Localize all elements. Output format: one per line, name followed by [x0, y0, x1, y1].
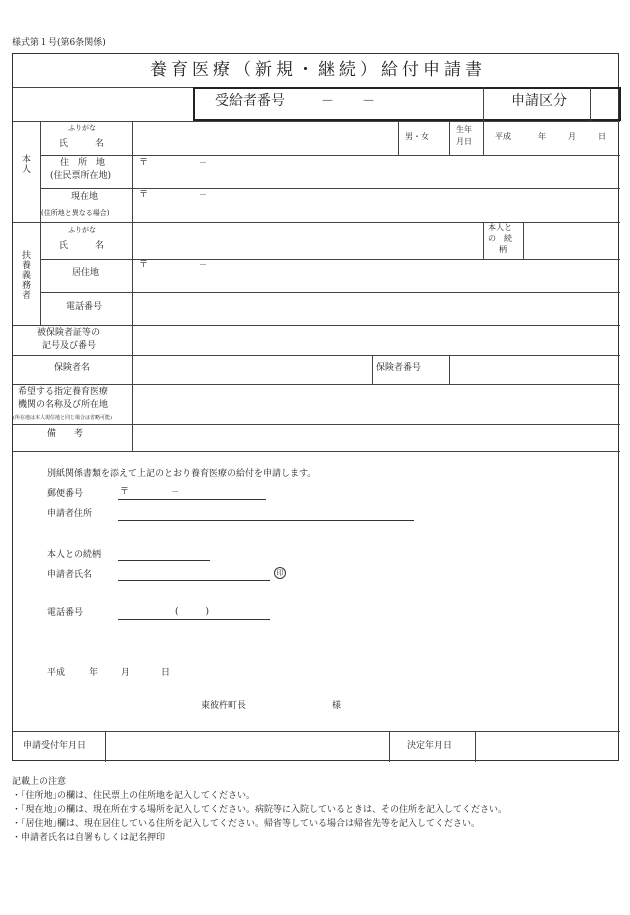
date-year-unit: 年: [89, 668, 99, 678]
insurer-number-field[interactable]: [449, 356, 618, 382]
postal-mark: 〒: [120, 487, 130, 497]
date-month-unit: 月: [121, 668, 131, 678]
applicant-address-field[interactable]: [133, 156, 618, 186]
name-label: 氏 名: [59, 139, 105, 149]
guardian-relation-field[interactable]: [524, 223, 618, 257]
insurer-name-label: 保険者名: [54, 363, 91, 373]
applicant-address-label: 申請者住所: [47, 509, 93, 519]
remarks-field[interactable]: [133, 425, 618, 449]
remarks-label: 備 考: [47, 429, 84, 439]
relation-label: の 続: [488, 234, 512, 243]
guardian-residence-field[interactable]: [133, 260, 618, 291]
birth-era: 平成: [495, 132, 511, 141]
recipient-number-label: 受給者番号: [215, 93, 285, 109]
postal-dash: －: [171, 487, 179, 496]
date-era: 平成: [47, 668, 66, 678]
application-category-label: 申請区分: [511, 93, 567, 109]
notes-title: 記載上の注意: [12, 777, 67, 787]
note-item: ・｢住所地｣の欄は、住民票上の住所地を記入してください。: [12, 791, 256, 801]
phone-parentheses: ( ): [175, 607, 210, 617]
current-location-label: 現在地: [71, 192, 99, 202]
furigana-label: ふりがな: [68, 124, 96, 132]
birth-month-unit: 月: [568, 132, 576, 141]
current-location-sublabel: (住所地と異なる場合): [41, 209, 110, 217]
applicant-current-location-field[interactable]: [133, 189, 618, 220]
addressee: 東彼杵町長: [201, 701, 247, 711]
recipient-dash: －: [362, 94, 376, 109]
postal-mark: 〒: [139, 190, 149, 200]
postal-dash: －: [199, 158, 207, 167]
recipient-dash: －: [321, 94, 335, 109]
decision-date-field[interactable]: [476, 733, 618, 759]
form-title: 養育医療（新規・継続）給付申請書: [150, 60, 486, 80]
applicant-phone-line[interactable]: [118, 619, 270, 620]
birthdate-label: 月日: [456, 137, 472, 146]
guardian-phone-field[interactable]: [133, 293, 618, 323]
guardian-name-field[interactable]: [133, 223, 481, 257]
applicant-name-label: 申請者氏名: [47, 570, 93, 580]
postal-mark: 〒: [139, 158, 149, 168]
postal-dash: －: [199, 190, 207, 199]
application-category-field[interactable]: [591, 88, 617, 118]
applicant-phone-label: 電話番号: [47, 608, 84, 618]
address-sublabel: (住民票所在地): [50, 171, 112, 181]
relation-to-child-label: 本人との続柄: [47, 550, 102, 560]
honorific: 様: [332, 701, 342, 711]
birth-day-unit: 日: [598, 132, 606, 141]
birthdate-label: 生年: [456, 125, 472, 134]
applicant-name-field[interactable]: [133, 122, 395, 154]
applicant-name-line[interactable]: [118, 580, 270, 581]
decision-date-label: 決定年月日: [407, 741, 453, 751]
name-label: 氏 名: [59, 241, 105, 251]
birth-year-unit: 年: [538, 132, 546, 141]
insurance-card-label: 記号及び番号: [42, 341, 97, 351]
postal-mark: 〒: [139, 260, 149, 270]
date-day-unit: 日: [161, 668, 171, 678]
postal-code-line[interactable]: [118, 499, 266, 500]
phone-label: 電話番号: [66, 302, 103, 312]
group-label-applicant: 本人: [20, 154, 30, 174]
relation-label: 柄: [499, 245, 507, 254]
relation-label: 本人と: [488, 223, 512, 232]
note-item: ・｢現在地｣の欄は、現在所在する場所を記入してください。病院等に入院しているときは、その住所を記入してください。: [12, 805, 508, 815]
seal-mark: 印: [274, 567, 286, 579]
residence-label: 居住地: [72, 268, 100, 278]
sex-choice[interactable]: 男・女: [405, 132, 429, 141]
address-label: 住 所 地: [60, 158, 106, 168]
received-date-label: 申請受付年月日: [23, 741, 87, 751]
insurance-card-field[interactable]: [133, 326, 618, 354]
declaration-text: 別紙関係書類を添えて上記のとおり養育医療の給付を申請します。: [47, 469, 317, 479]
insurer-number-label: 保険者番号: [376, 363, 422, 373]
group-label-guardian: 扶養義務者: [20, 250, 30, 300]
insurance-card-label: 被保険者証等の: [37, 328, 101, 338]
received-date-field[interactable]: [106, 733, 386, 759]
relation-to-child-line[interactable]: [118, 560, 210, 561]
postal-dash: －: [199, 260, 207, 269]
postal-code-label: 郵便番号: [47, 489, 84, 499]
furigana-label: ふりがな: [68, 226, 96, 234]
hospital-label: 機関の名称及び所在地: [18, 400, 109, 410]
applicant-address-line[interactable]: [118, 520, 414, 521]
note-item: ・｢居住地｣欄は、現在居住している住所を記入してください。帰省等している場合は帰省先等を記入してください。: [12, 819, 481, 829]
note-item: ・申請者氏名は自署もしくは記名押印: [12, 833, 166, 843]
hospital-label: 希望する指定養育医療: [18, 387, 109, 397]
recipient-number-field[interactable]: [260, 88, 480, 110]
insurer-name-field[interactable]: [133, 356, 371, 382]
hospital-note: (所在地は本人現住地と同じ場合は省略可能): [13, 415, 112, 421]
form-number: 様式第１号(第6条関係): [12, 38, 106, 48]
hospital-field[interactable]: [133, 386, 618, 422]
